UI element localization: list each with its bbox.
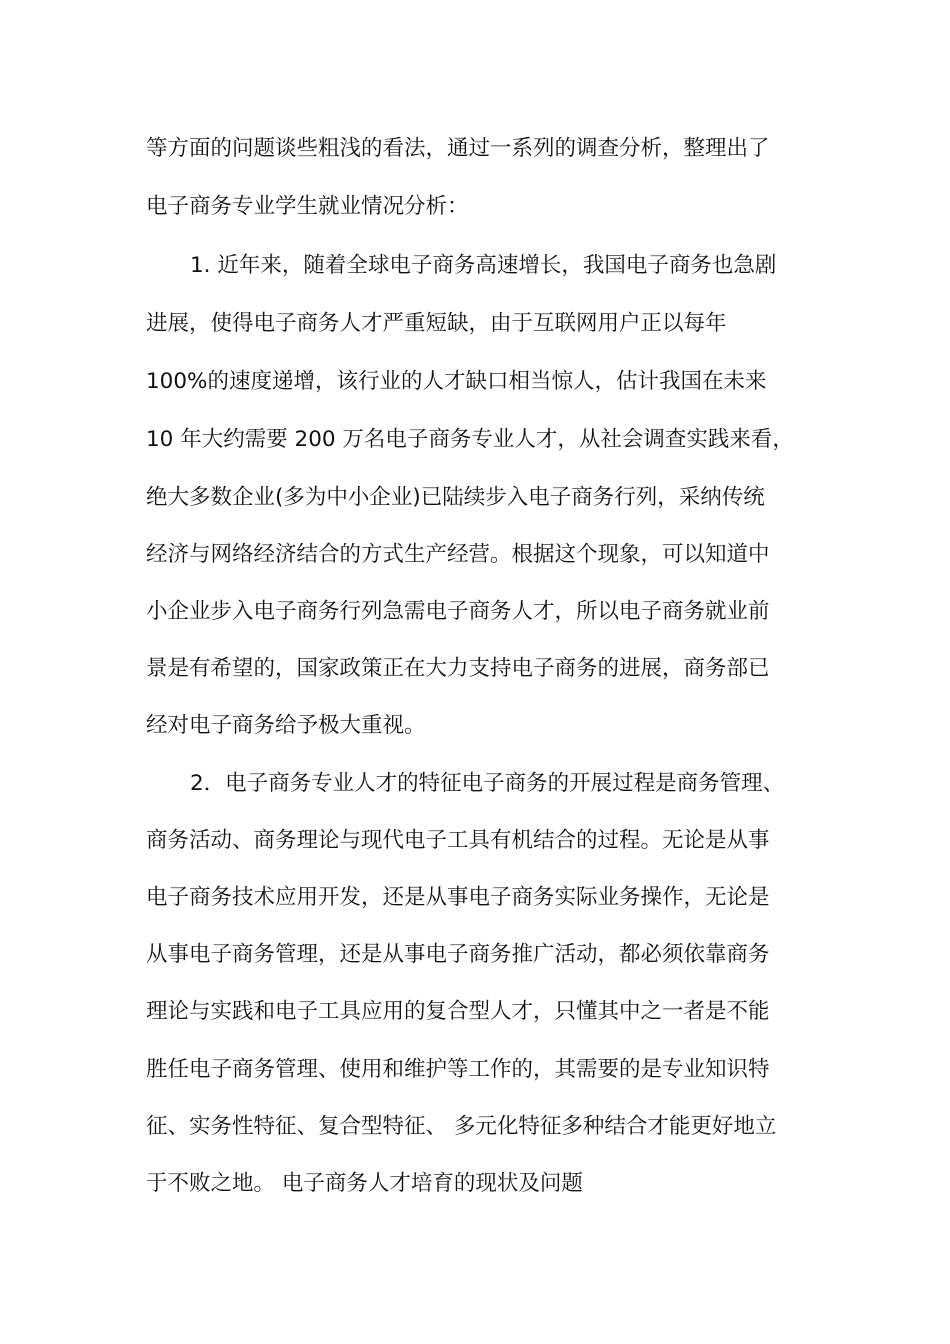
text-line: 等方面的问题谈些粗浅的看法，通过一系列的调查分析，整理出了 — [146, 136, 770, 161]
text-line: 征、实务性特征、复合型特征、 多元化特征多种结合才能更好地立 — [146, 1114, 777, 1139]
text-line: 10 年大约需要 200 万名电子商务专业人才，从社会调查实践来看， — [146, 427, 794, 452]
text-line: 于不败之地。 电子商务人才培育的现状及问题 — [146, 1171, 583, 1196]
text-line: 进展，使得电子商务人才严重短缺，由于互联网用户正以每年 — [146, 311, 727, 336]
text-line: 景是有希望的，国家政策正在大力支持电子商务的进展，商务部已 — [146, 656, 770, 681]
text-line: 商务活动、商务理论与现代电子工具有机结合的过程。无论是从事 — [146, 828, 770, 853]
text-line: 理论与实践和电子工具应用的复合型人才，只懂其中之一者是不能 — [146, 999, 770, 1024]
text-line: 1. 近年来，随着全球电子商务高速增长，我国电子商务也急剧 — [190, 253, 777, 278]
text-line: 经济与网络经济结合的方式生产经营。根据这个现象，可以知道中 — [146, 542, 770, 567]
text-line: 从事电子商务管理，还是从事电子商务推广活动，都必须依靠商务 — [146, 942, 770, 967]
text-line: 胜任电子商务管理、使用和维护等工作的，其需要的是专业知识特 — [146, 1057, 770, 1082]
text-line: 绝大多数企业(多为中小企业)已陆续步入电子商务行列，采纳传统 — [146, 485, 765, 510]
text-line: 小企业步入电子商务行列急需电子商务人才，所以电子商务就业前 — [146, 599, 770, 624]
text-line: 电子商务技术应用开发，还是从事电子商务实际业务操作，无论是 — [146, 885, 770, 910]
text-line: 100%的速度递增，该行业的人才缺口相当惊人，估计我国在未来 — [146, 369, 767, 394]
text-line: 电子商务专业学生就业情况分析： — [146, 194, 469, 219]
text-line: 经对电子商务给予极大重视。 — [146, 713, 426, 738]
text-line: 2．电子商务专业人才的特征电子商务的开展过程是商务管理、 — [190, 771, 785, 796]
